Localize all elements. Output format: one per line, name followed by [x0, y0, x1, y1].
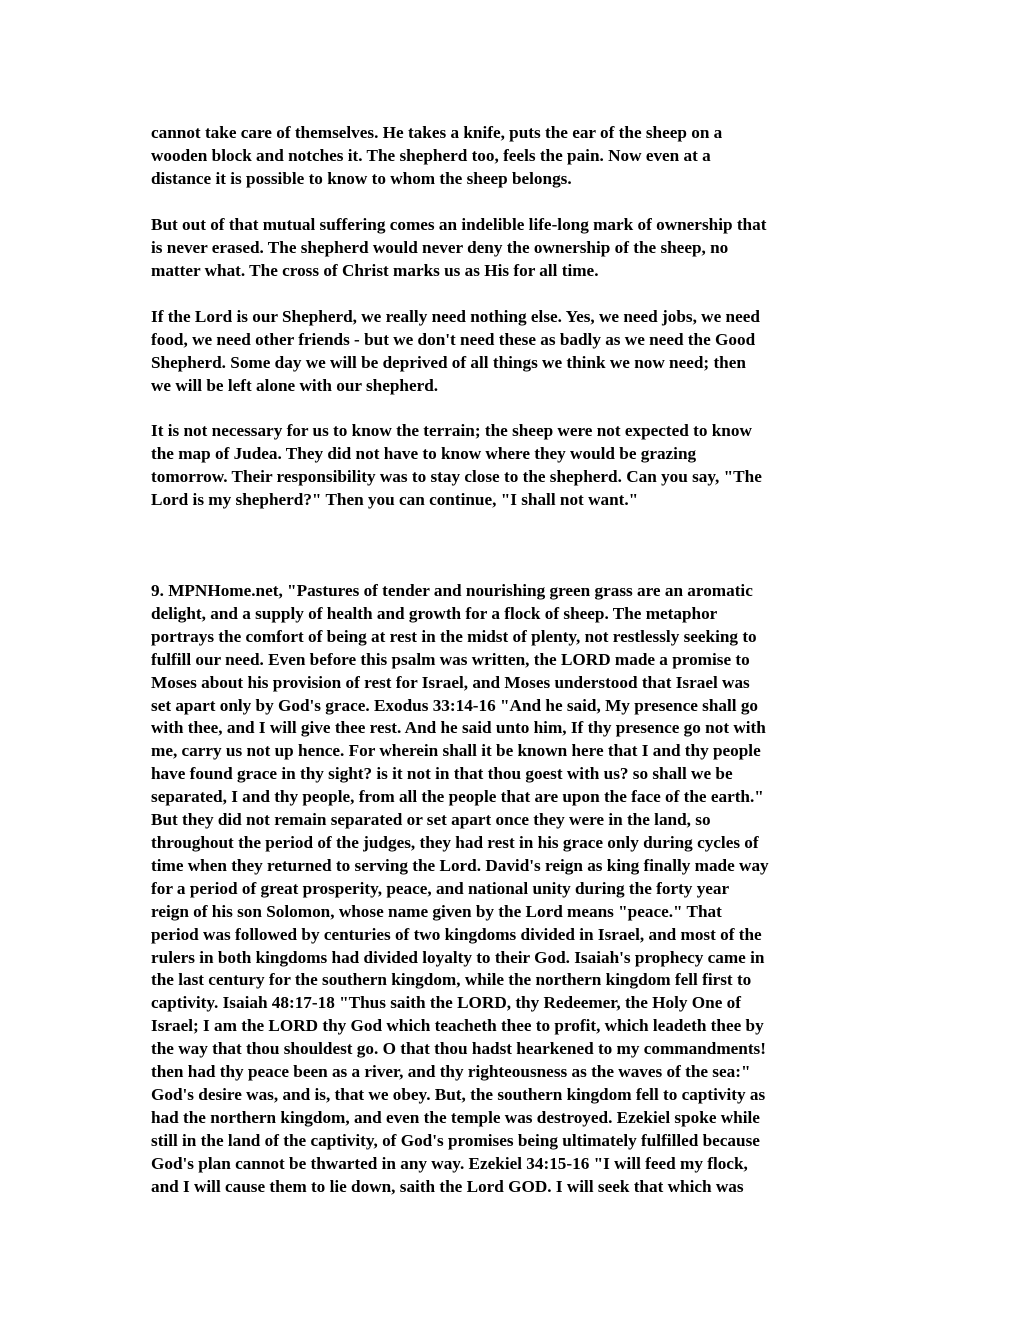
paragraph-ownership-mark: But out of that mutual suffering comes an indelible life-long mark of ownership that is never erased. The shepherd would never deny the ownership of the sheep, no matter what. The cross of Christ marks us as His for all time.	[151, 215, 767, 280]
paragraph-terrain: It is not necessary for us to know the terrain; the sheep were not expected to know the map of Judea. They did not have to know where they would be grazing tomorrow. Their responsibility was to stay close to the shepherd. Can you say, "The Lord is my shepherd?" Then you can continue, "I shall not want."	[151, 421, 762, 509]
paragraph-lord-our-shepherd: If the Lord is our Shepherd, we really need nothing else. Yes, we need jobs, we need food, we need other friends - but we don't need these as badly as we need the Good Shepherd. Some day we will be deprived of all things we think we now need; then we will be left alone with our shepherd.	[151, 307, 760, 395]
paragraph-ear-notching: cannot take care of themselves. He takes a knife, puts the ear of the sheep on a wooden block and notches it. The shepherd too, feels the pain. Now even at a distance it is possible to know to whom the sheep belongs.	[151, 123, 723, 188]
paragraph-mpnhome-commentary: 9. MPNHome.net, "Pastures of tender and nourishing green grass are an aromatic delight, and a supply of health and growth for a flock of sheep. The metaphor portrays the comfort of being at rest in the midst of plenty, not restlessly seeking to fulfill our need. Even before this psalm was written, the LORD made a promise to Moses about his provision of rest for Israel, and Moses understood that Israel was set apart only by God's grace. Exodus 33:14-16 "And he said, My presence shall go with thee, and I will give thee rest. And he said unto him, If thy presence go not with me, carry us not up hence. For wherein shall it be known here that I and thy people have found grace in thy sight? is it not in that thou goest with us? so shall we be separated, I and thy people, from all the people that are upon the face of the earth." But they did not remain separated or set apart once they were in the land, so throughout the period of the judges, they had rest in his grace only during cycles of time when they returned to serving the Lord. David's reign as king finally made way for a period of great prosperity, peace, and national unity during the forty year reign of his son Solomon, whose name given by the Lord means "peace." That period was followed by centuries of two kingdoms divided in Israel, and most of the rulers in both kingdoms had divided loyalty to their God. Isaiah's prophecy came in the last century for the southern kingdom, while the northern kingdom fell first to captivity. Isaiah 48:17-18 "Thus saith the LORD, thy Redeemer, the Holy One of Israel; I am the LORD thy God which teacheth thee to profit, which leadeth thee by the way that thou shouldest go. O that thou hadst hearkened to my commandments! then had thy peace been as a river, and thy righteousness as the waves of the sea:" God's desire was, and is, that we obey. But, the southern kingdom fell to captivity as had the northern kingdom, and even the temple was destroyed. Ezekiel spoke while still in the land of the captivity, of God's promises being ultimately fulfilled because God's plan cannot be thwarted in any way. Ezekiel 34:15-16 "I will feed my flock, and I will cause them to lie down, saith the Lord GOD. I will seek that which was	[151, 581, 769, 1196]
